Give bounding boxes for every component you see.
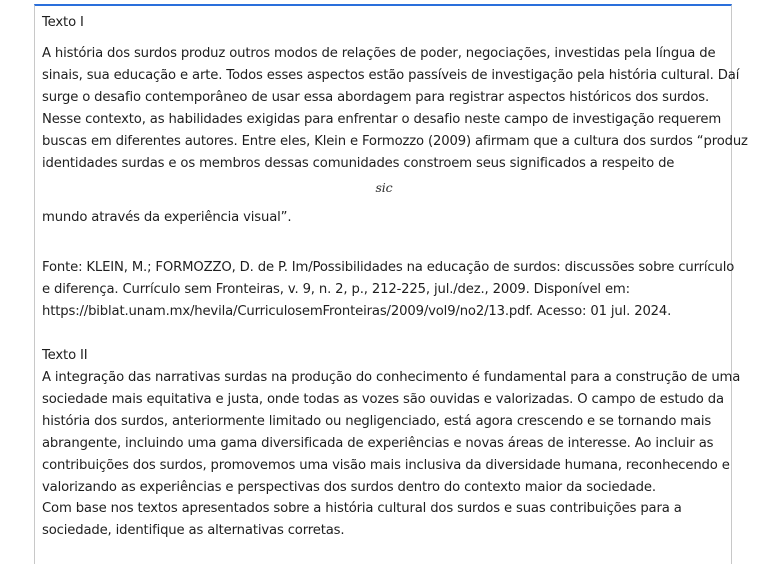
text-line: sinais, sua educação e arte. Todos esses aspectos estão passíveis de investigação pela história cultural. Daí — [42, 68, 740, 83]
texto-1-label: Texto I — [42, 15, 84, 30]
text-line: surge o desafio contemporâneo de usar essa abordagem para registrar aspectos históricos dos surdos. — [42, 90, 709, 105]
text-line: A integração das narrativas surdas na produção do conhecimento é fundamental para a construção de uma — [42, 370, 741, 385]
question-card — [34, 4, 748, 564]
sic-annotation: sic — [375, 180, 393, 195]
source-line: e diferença. Currículo sem Fronteiras, v. 9, n. 2, p., 212-225, jul./dez., 2009. Disponível em: — [42, 282, 630, 297]
texto-1-source — [42, 257, 735, 323]
text-line: Nesse contexto, as habilidades exigidas para enfrentar o desafio neste campo de investigação requerem — [42, 112, 722, 127]
prompt-line: Com base nos textos apresentados sobre a história cultural dos surdos e suas contribuições para a — [42, 501, 682, 516]
text-line: sociedade mais equitativa e justa, onde todas as vozes são ouvidas e valorizadas. O campo de estudo da — [42, 392, 724, 407]
text-line: A história dos surdos produz outros modos de relações de poder, negociações, investidas pela língua de — [42, 46, 716, 61]
prompt-line: sociedade, identifique as alternativas corretas. — [42, 523, 345, 538]
text-line: valorizando as experiências e perspectivas dos surdos dentro do contexto maior da sociedade. — [42, 480, 656, 495]
text-line: identidades surdas e os membros dessas comunidades constroem seus significados a respeito de — [42, 156, 675, 171]
texto-1-paragraph — [42, 43, 748, 175]
source-line: https://biblat.unam.mx/hevila/CurriculosemFronteiras/2009/vol9/no2/13.pdf. Acesso: 01 jul. 2024. — [42, 304, 672, 319]
texto-2-paragraph — [42, 367, 741, 499]
texto-1-paragraph-end: mundo através da experiência visual”. — [42, 210, 292, 225]
source-line: Fonte: KLEIN, M.; FORMOZZO, D. de P. Im/Possibilidades na educação de surdos: discussões sobre currículo — [42, 260, 735, 275]
question-prompt — [42, 498, 732, 542]
text-line: abrangente, incluindo uma gama diversificada de experiências e novas áreas de interesse. Ao incluir as — [42, 436, 714, 451]
text-line: buscas em diferentes autores. Entre eles, Klein e Formozzo (2009) afirmam que a cultura dos surdos “produz — [42, 134, 748, 149]
text-line: contribuições dos surdos, promovemos uma visão mais inclusiva da diversidade humana, reconhecendo e — [42, 458, 730, 473]
texto-2-label: Texto II — [42, 348, 88, 363]
text-line: história dos surdos, anteriormente limitado ou negligenciado, está agora crescendo e se tornando mais — [42, 414, 712, 429]
